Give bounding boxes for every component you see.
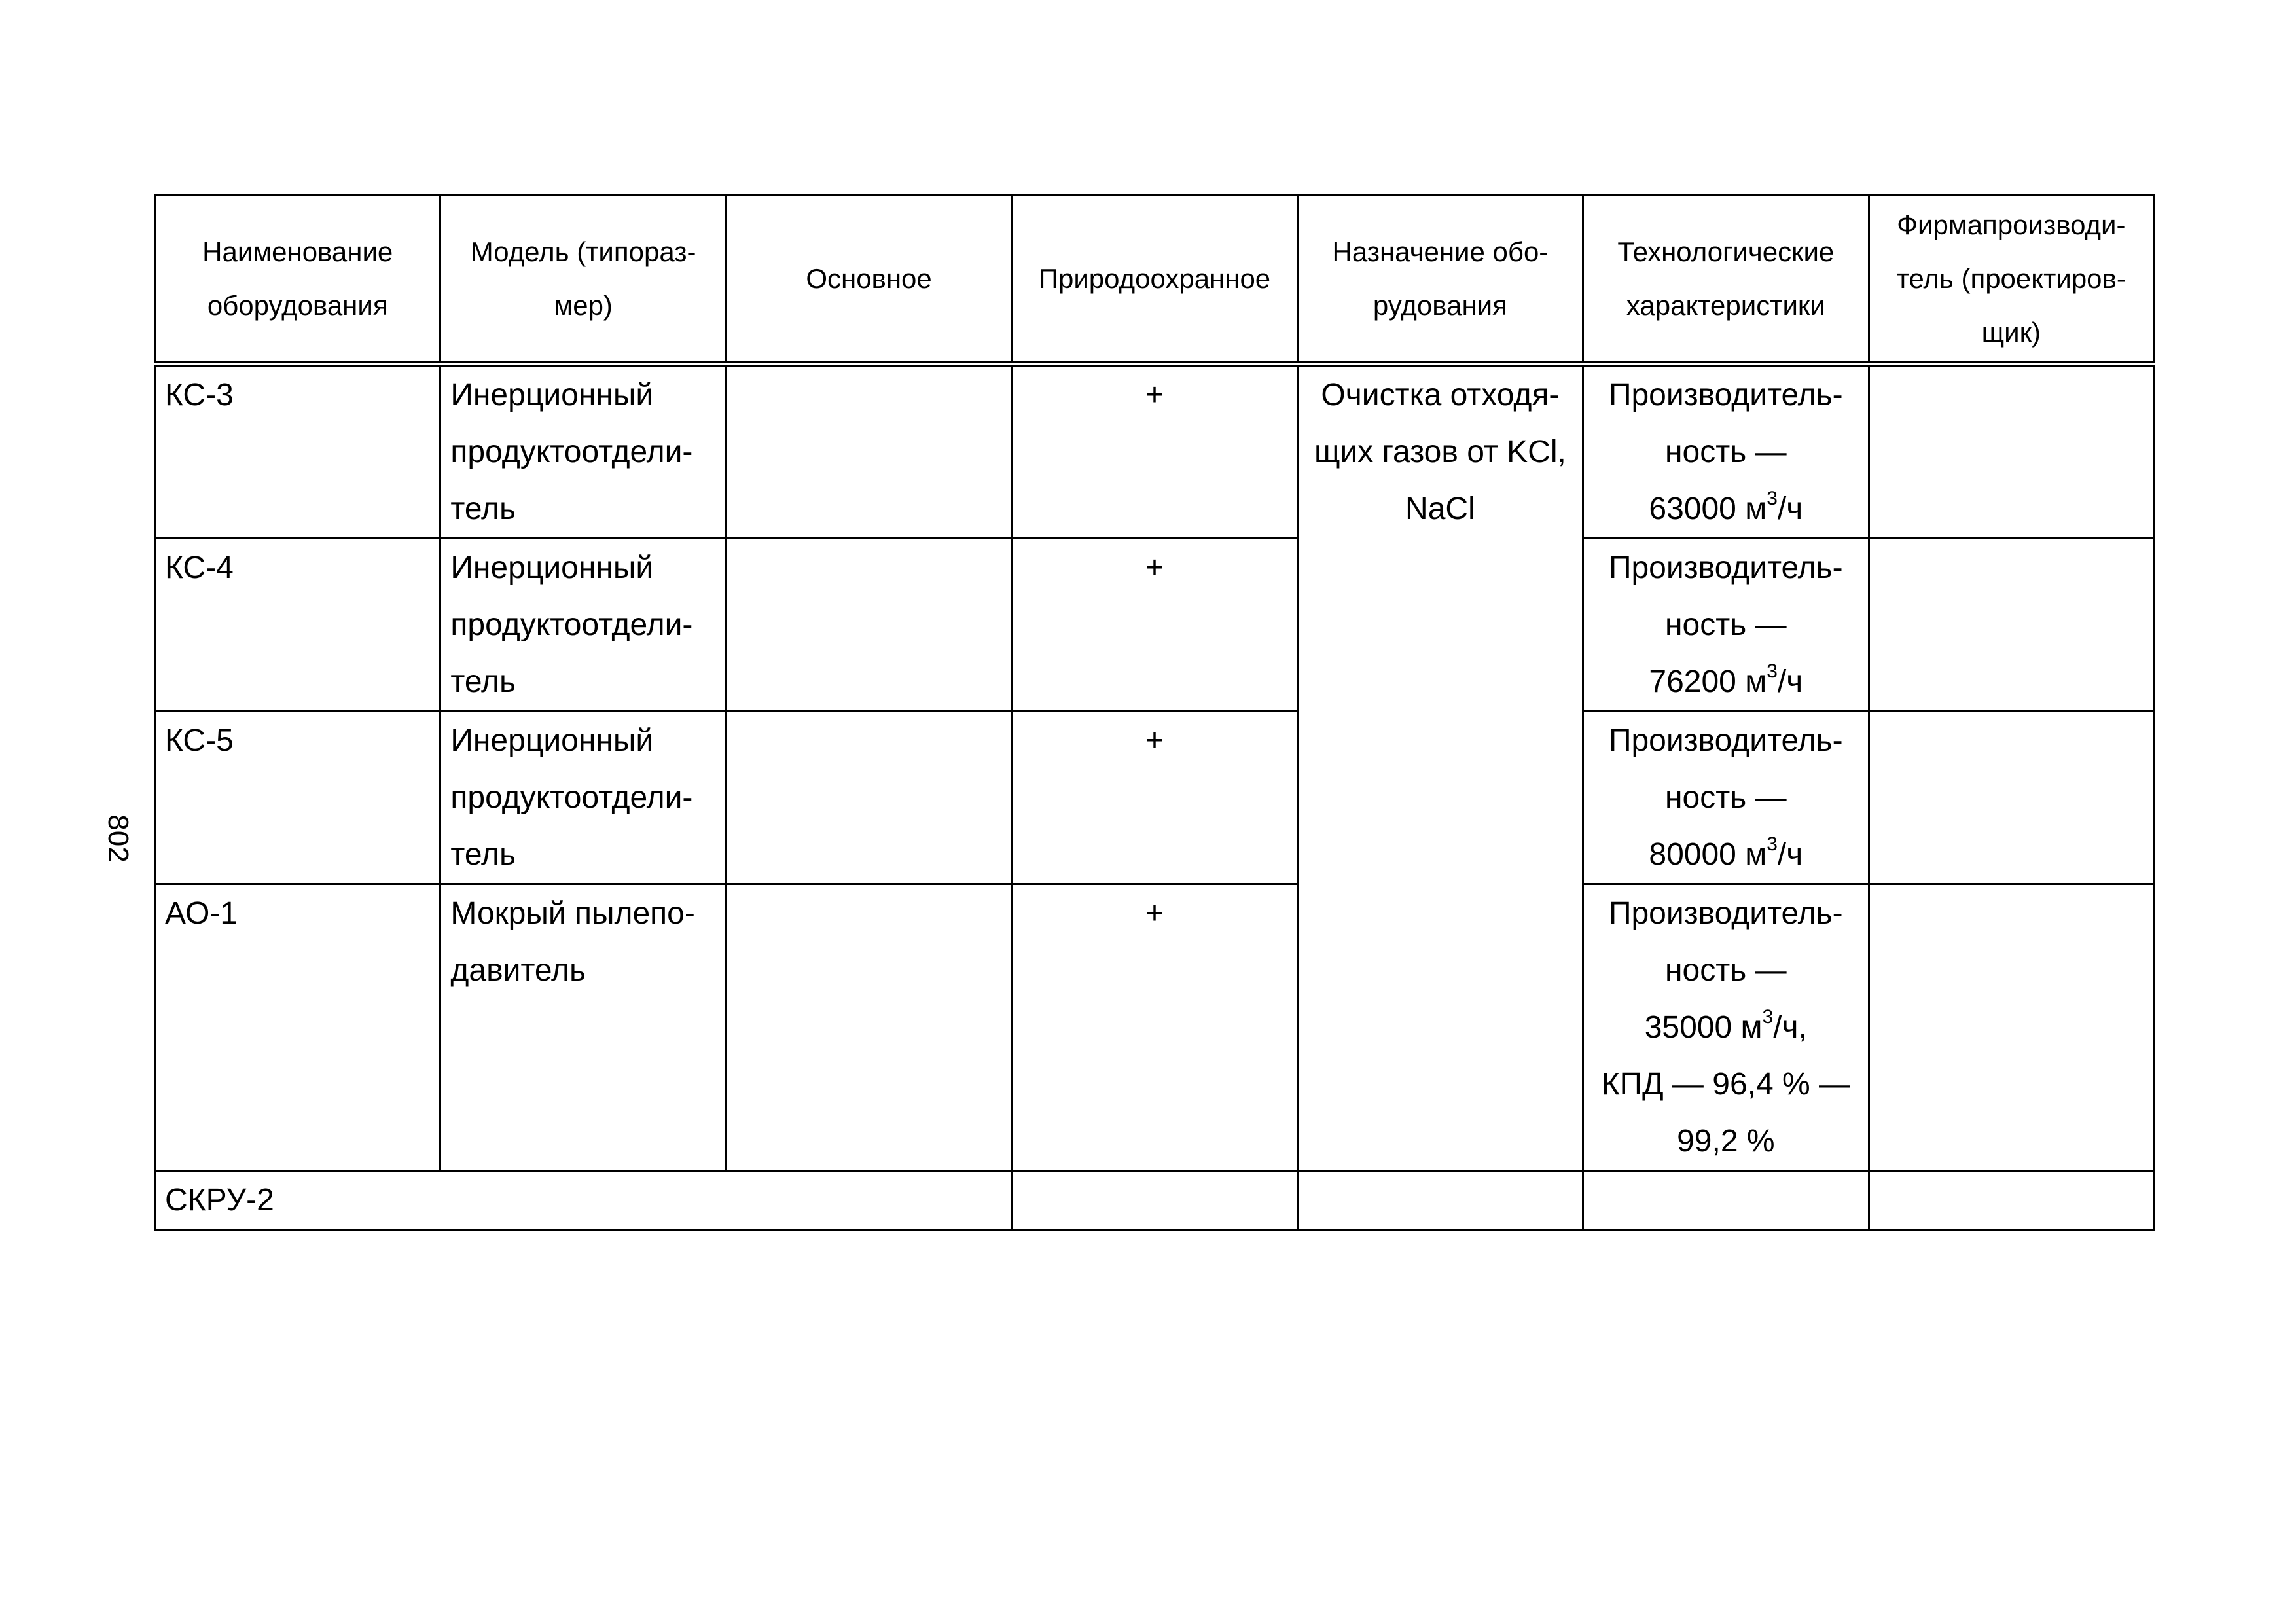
tech-line: ность —: [1665, 435, 1787, 469]
tech-line: Производитель-: [1608, 550, 1843, 585]
purpose-line: щих газов от KCl,: [1314, 435, 1566, 469]
cell-purpose: [1297, 364, 1583, 1171]
cell-model: [440, 539, 726, 712]
cell-environmental: +: [1012, 712, 1297, 884]
efficiency-line: 99,2 %: [1677, 1124, 1775, 1159]
capacity-value: 35000 $м^3/ч$,: [1644, 1006, 1807, 1045]
cell-environmental: [1012, 1171, 1297, 1230]
model-line: Инерционный: [450, 723, 654, 758]
cell-model: [440, 884, 726, 1171]
model-line: давитель: [450, 953, 586, 988]
capacity-value: 80000 $м^3/ч$: [1649, 833, 1803, 872]
capacity-value: 76200 $м^3/ч$: [1649, 660, 1803, 699]
cell-equipment-name: КС-5: [155, 712, 440, 884]
cell-model: [440, 712, 726, 884]
model-line: тель: [450, 664, 516, 699]
cell-purpose: [1297, 1171, 1583, 1230]
cell-tech-characteristics: [1583, 1171, 1869, 1230]
cell-basic: [726, 712, 1011, 884]
table-header-row: [155, 196, 2154, 364]
cell-equipment-name: АО-1: [155, 884, 440, 1171]
cell-tech-characteristics: [1583, 712, 1869, 884]
cell-equipment-name: КС-3: [155, 364, 440, 539]
tech-line: Производитель-: [1608, 896, 1843, 931]
tech-line: ность —: [1665, 780, 1787, 815]
header-environmental: Природоохранное: [1012, 196, 1297, 364]
cell-tech-characteristics: [1583, 539, 1869, 712]
cell-basic: [726, 364, 1011, 539]
purpose-line: NaCl: [1405, 492, 1475, 526]
table-row: [155, 539, 2154, 712]
model-line: тель: [450, 492, 516, 526]
header-model: Модель (типораз-мер): [440, 196, 726, 364]
efficiency-line: КПД — 96,4 % —: [1601, 1067, 1851, 1102]
cell-manufacturer: [1869, 539, 2153, 712]
model-line: Мокрый пылепо-: [450, 896, 695, 931]
header-manufacturer: Фирмапроизводи-тель (проектиров-щик): [1869, 196, 2153, 364]
cell-manufacturer: [1869, 712, 2153, 884]
equipment-table: [154, 194, 2155, 1231]
model-line: продуктоотдели-: [450, 780, 693, 815]
cell-environmental: +: [1012, 539, 1297, 712]
header-purpose: Назначение обо-рудования: [1297, 196, 1583, 364]
model-line: продуктоотдели-: [450, 607, 693, 642]
purpose-line: Очистка отходя-: [1321, 378, 1560, 412]
tech-line: Производитель-: [1608, 723, 1843, 758]
cell-manufacturer: [1869, 884, 2153, 1171]
table-row: [155, 884, 2154, 1171]
header-equipment-name: Наименование оборудования: [155, 196, 440, 364]
tech-line: ность —: [1665, 953, 1787, 988]
header-basic: Основное: [726, 196, 1011, 364]
cell-basic: [726, 539, 1011, 712]
model-line: Инерционный: [450, 550, 654, 585]
tech-line: Производитель-: [1608, 378, 1843, 412]
header-tech-characteristics: Технологические характеристики: [1583, 196, 1869, 364]
cell-manufacturer: [1869, 364, 2153, 539]
cell-environmental: +: [1012, 364, 1297, 539]
tech-line: ность —: [1665, 607, 1787, 642]
model-line: продуктоотдели-: [450, 435, 693, 469]
cell-model: [440, 364, 726, 539]
table-row: [155, 364, 2154, 539]
table-row: [155, 1171, 2154, 1230]
page-number: 802: [102, 814, 134, 863]
cell-environmental: +: [1012, 884, 1297, 1171]
model-line: Инерционный: [450, 378, 654, 412]
cell-tech-characteristics: [1583, 364, 1869, 539]
capacity-value: 63000 $м^3/ч$: [1649, 488, 1803, 526]
cell-tech-characteristics: [1583, 884, 1869, 1171]
cell-equipment-name: КС-4: [155, 539, 440, 712]
model-line: тель: [450, 837, 516, 872]
table-row: [155, 712, 2154, 884]
cell-equipment-name: СКРУ-2: [155, 1171, 1012, 1230]
cell-basic: [726, 884, 1011, 1171]
cell-manufacturer: [1869, 1171, 2153, 1230]
